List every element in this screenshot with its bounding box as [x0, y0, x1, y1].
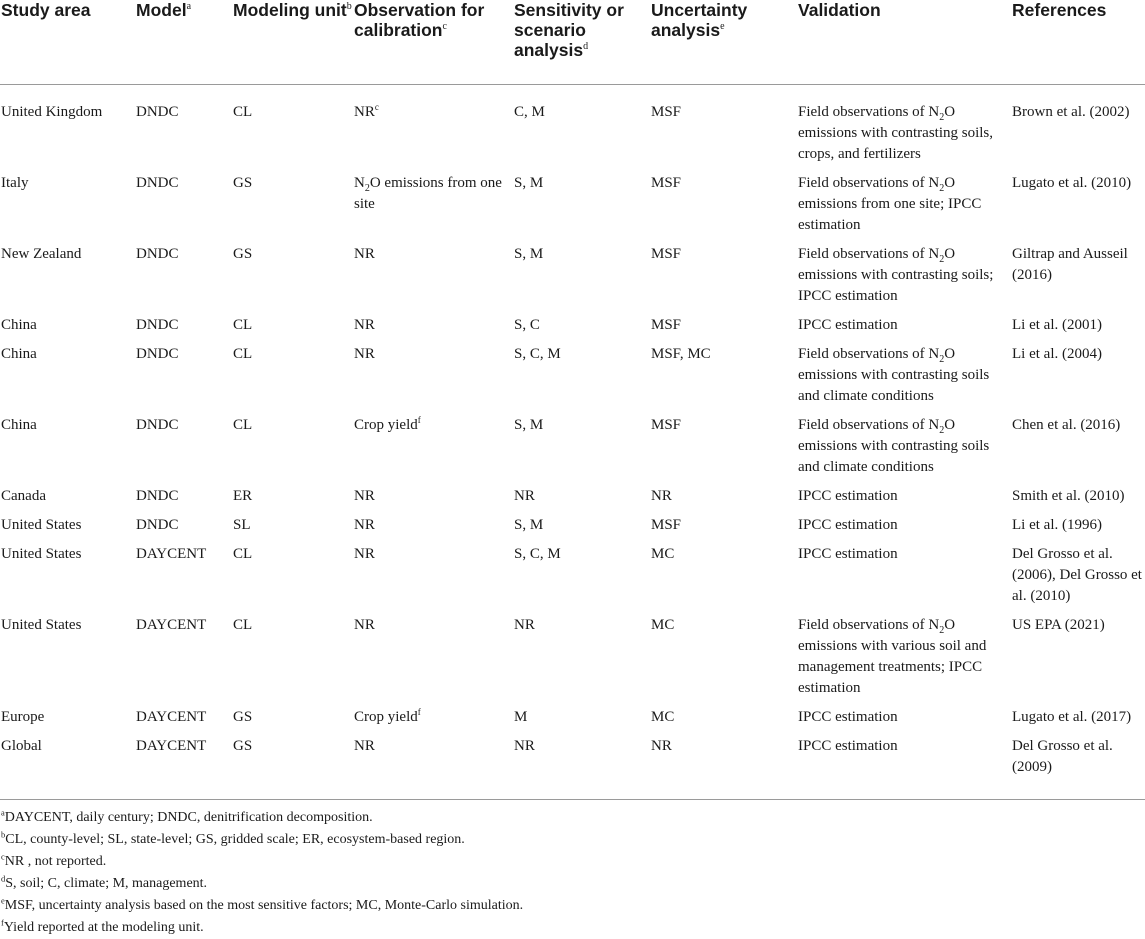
cell-observation-text: Crop yield [354, 709, 418, 725]
cell-validation [798, 700, 1012, 729]
cell-validation-text: 2 [939, 254, 945, 265]
table-row [0, 729, 1145, 800]
cell-uncertainty: MC [651, 617, 675, 633]
cell-modeling-unit: CL [233, 104, 253, 120]
cell-validation-text: IPCC estimation [798, 709, 898, 725]
cell-validation-text: O emissions with various soil and management treatments; IPCC estimation [798, 617, 987, 696]
cell-model: DNDC [136, 488, 179, 504]
cell-validation-text: Field observations of N [798, 246, 940, 262]
header-label: Uncertainty analysis [651, 0, 748, 40]
cell-observation [354, 479, 514, 508]
table-row [0, 237, 1145, 308]
cell-reference: Smith et al. (2010) [1012, 488, 1125, 504]
header-footnote-mark: c [442, 21, 447, 33]
cell-uncertainty: MSF [651, 517, 682, 533]
cell-uncertainty: NR [651, 729, 798, 800]
cell-validation [798, 408, 1012, 479]
cell-observation-text: NR [354, 346, 375, 362]
cell-observation [354, 337, 514, 408]
cell-observation-text: NR [354, 317, 375, 333]
cell-validation-text: O emissions with contrasting soils; IPCC estimation [798, 246, 994, 304]
header-label: References [1012, 0, 1107, 20]
cell-model: DNDC [136, 517, 179, 533]
cell-validation-text: 2 [939, 183, 945, 194]
header-label: Modeling unit [233, 0, 347, 20]
cell-validation-text: Field observations of N [798, 175, 940, 191]
cell-modeling-unit: GS [233, 709, 253, 725]
cell-study-area: China [1, 346, 37, 362]
cell-uncertainty: MC [651, 709, 675, 725]
header-label: Study area [1, 0, 91, 20]
cell-modeling-unit: CL [233, 617, 253, 633]
cell-reference: Chen et al. (2016) [1012, 417, 1121, 433]
footnote-mark: b [1, 829, 6, 840]
cell-validation-text: Field observations of N [798, 346, 940, 362]
header-label: Observation for calibration [354, 0, 485, 40]
cell-observation-text: 2 [364, 183, 370, 194]
cell-modeling-unit: GS [233, 729, 354, 800]
footnote-text: S, soil; C, climate; M, management. [5, 876, 208, 891]
cell-reference: Del Grosso et al. (2009) [1012, 729, 1145, 800]
footnote-mark: e [1, 895, 5, 906]
cell-modeling-unit: CL [233, 546, 253, 562]
cell-sensitivity: C, M [514, 104, 545, 120]
cell-validation-text: Field observations of N [798, 417, 940, 433]
cell-validation-text: IPCC estimation [798, 546, 898, 562]
cell-observation [354, 237, 514, 308]
cell-modeling-unit: SL [233, 517, 251, 533]
footnote [1, 873, 1145, 895]
table-row [0, 85, 1145, 167]
cell-validation [798, 729, 1012, 800]
header-label: Sensitivity or scenario analysis [514, 0, 624, 60]
cell-study-area: United Kingdom [1, 104, 103, 120]
cell-observation [354, 166, 514, 237]
table-row [0, 479, 1145, 508]
cell-reference: Lugato et al. (2017) [1012, 709, 1132, 725]
cell-observation-text: NR [354, 617, 375, 633]
cell-validation-text: IPCC estimation [798, 317, 898, 333]
header-footnote-mark: b [346, 1, 352, 13]
cell-modeling-unit: GS [233, 246, 253, 262]
cell-validation [798, 237, 1012, 308]
cell-uncertainty: MSF [651, 417, 682, 433]
cell-reference: Lugato et al. (2010) [1012, 175, 1132, 191]
cell-observation-text: NR [354, 738, 375, 754]
cell-reference: Giltrap and Ausseil (2016) [1012, 246, 1128, 283]
cell-validation [798, 608, 1012, 700]
cell-observation [354, 608, 514, 700]
cell-uncertainty: MSF, MC [651, 346, 711, 362]
cell-sensitivity: S, C [514, 317, 540, 333]
table-row [0, 608, 1145, 700]
cell-validation [798, 337, 1012, 408]
cell-sensitivity: NR [514, 617, 535, 633]
table-row [0, 408, 1145, 479]
cell-sensitivity: S, M [514, 246, 544, 262]
header-references [1012, 0, 1145, 85]
cell-validation-text: 2 [939, 112, 945, 123]
cell-reference: Li et al. (1996) [1012, 517, 1102, 533]
table-row [0, 166, 1145, 237]
table-footnotes [0, 807, 1145, 939]
cell-observation [354, 508, 514, 537]
cell-uncertainty: MC [651, 546, 675, 562]
cell-model: DNDC [136, 417, 179, 433]
header-footnote-mark: e [720, 21, 725, 33]
cell-modeling-unit: CL [233, 417, 253, 433]
cell-model: DNDC [136, 175, 179, 191]
cell-model: DAYCENT [136, 617, 207, 633]
table-row [0, 337, 1145, 408]
cell-model: DNDC [136, 246, 179, 262]
table-row [0, 537, 1145, 608]
footnote-mark: c [1, 851, 5, 862]
cell-observation [354, 408, 514, 479]
cell-uncertainty: NR [651, 488, 672, 504]
cell-observation-text: f [417, 707, 421, 717]
cell-validation-text: 2 [939, 354, 945, 365]
cell-reference: Li et al. (2004) [1012, 346, 1102, 362]
header-observation [354, 0, 514, 85]
cell-observation [354, 700, 514, 729]
header-label: Validation [798, 0, 881, 20]
cell-model: DAYCENT [136, 709, 207, 725]
cell-uncertainty: MSF [651, 246, 682, 262]
cell-observation-text: c [374, 102, 379, 112]
cell-observation-text: N [354, 175, 365, 191]
header-model [136, 0, 233, 85]
footnote-text: MSF, uncertainty analysis based on the most sensitive factors; MC, Monte-Carlo simulation. [4, 898, 524, 913]
cell-model: DNDC [136, 317, 179, 333]
cell-validation [798, 308, 1012, 337]
header-modeling-unit [233, 0, 354, 85]
cell-validation [798, 166, 1012, 237]
cell-observation [354, 85, 514, 167]
cell-reference: US EPA (2021) [1012, 617, 1105, 633]
cell-reference: Del Grosso et al. (2006), Del Grosso et al. (2010) [1012, 546, 1142, 604]
footnote-mark: f [1, 917, 4, 928]
footnote-text: DAYCENT, daily century; DNDC, denitrification decomposition. [4, 810, 373, 825]
cell-validation [798, 508, 1012, 537]
cell-study-area: Italy [1, 175, 29, 191]
cell-study-area: China [1, 417, 37, 433]
cell-study-area: Canada [1, 488, 46, 504]
cell-modeling-unit: CL [233, 346, 253, 362]
cell-validation-text: Field observations of N [798, 617, 940, 633]
table-row [0, 700, 1145, 729]
cell-model: DAYCENT [136, 546, 207, 562]
footnote-text: Yield reported at the modeling unit. [3, 920, 204, 935]
cell-uncertainty: MSF [651, 175, 682, 191]
cell-validation-text: 2 [939, 625, 945, 636]
header-study-area [0, 0, 136, 85]
cell-modeling-unit: GS [233, 175, 253, 191]
cell-study-area: New Zealand [1, 246, 82, 262]
cell-sensitivity: M [514, 709, 528, 725]
cell-validation-text: O emissions with contrasting soils and climate conditions [798, 346, 990, 404]
cell-observation [354, 308, 514, 337]
footnote [1, 851, 1145, 873]
cell-observation-text: O emissions from one site [354, 175, 502, 212]
footnote-text: NR , not reported. [4, 854, 107, 869]
cell-study-area: United States [1, 617, 82, 633]
header-footnote-mark: d [583, 41, 589, 53]
cell-validation [798, 85, 1012, 167]
header-uncertainty [651, 0, 798, 85]
cell-validation-text: O emissions with contrasting soils and climate conditions [798, 417, 990, 475]
cell-observation [354, 729, 514, 800]
cell-modeling-unit: CL [233, 317, 253, 333]
cell-validation-text: IPCC estimation [798, 517, 898, 533]
cell-sensitivity: S, M [514, 175, 544, 191]
cell-observation-text: NR [354, 488, 375, 504]
table-row [0, 508, 1145, 537]
cell-sensitivity: S, C, M [514, 546, 561, 562]
table-body [0, 85, 1145, 800]
footnote-text: CL, county-level; SL, state-level; GS, gridded scale; ER, ecosystem-based region. [5, 832, 465, 847]
cell-sensitivity: S, C, M [514, 346, 561, 362]
cell-validation-text: IPCC estimation [798, 488, 898, 504]
cell-sensitivity: NR [514, 488, 535, 504]
cell-validation [798, 479, 1012, 508]
footnote [1, 895, 1145, 917]
cell-validation-text: O emissions with contrasting soils, crops, and fertilizers [798, 104, 993, 162]
cell-observation-text: NR [354, 104, 375, 120]
cell-observation [354, 537, 514, 608]
cell-sensitivity: S, M [514, 417, 544, 433]
footnote-mark: a [1, 807, 5, 818]
cell-study-area: United States [1, 517, 82, 533]
cell-sensitivity: NR [514, 729, 651, 800]
cell-model: DNDC [136, 104, 179, 120]
cell-sensitivity: S, M [514, 517, 544, 533]
cell-study-area: China [1, 317, 37, 333]
cell-observation-text: Crop yield [354, 417, 418, 433]
header-footnote-mark: a [186, 1, 192, 13]
footnote-mark: d [1, 873, 6, 884]
cell-observation-text: NR [354, 517, 375, 533]
footnote [1, 807, 1145, 829]
cell-modeling-unit: ER [233, 488, 253, 504]
cell-uncertainty: MSF [651, 104, 682, 120]
cell-uncertainty: MSF [651, 317, 682, 333]
cell-reference: Brown et al. (2002) [1012, 104, 1130, 120]
cell-observation-text: f [417, 415, 421, 425]
table-header-row [0, 0, 1145, 85]
header-sensitivity [514, 0, 651, 85]
cell-observation-text: NR [354, 546, 375, 562]
cell-observation-text: NR [354, 246, 375, 262]
footnote [1, 829, 1145, 851]
cell-validation-text: IPCC estimation [798, 738, 898, 754]
cell-model: DAYCENT [136, 729, 233, 800]
cell-validation-text: 2 [939, 425, 945, 436]
cell-study-area: Global [0, 729, 136, 800]
cell-model: DNDC [136, 346, 179, 362]
header-validation [798, 0, 1012, 85]
cell-validation [798, 537, 1012, 608]
cell-study-area: Europe [1, 709, 45, 725]
cell-validation-text: O emissions from one site; IPCC estimation [798, 175, 982, 233]
cell-validation-text: Field observations of N [798, 104, 940, 120]
cell-reference: Li et al. (2001) [1012, 317, 1102, 333]
table-row [0, 308, 1145, 337]
cell-study-area: United States [1, 546, 82, 562]
header-label: Model [136, 0, 187, 20]
